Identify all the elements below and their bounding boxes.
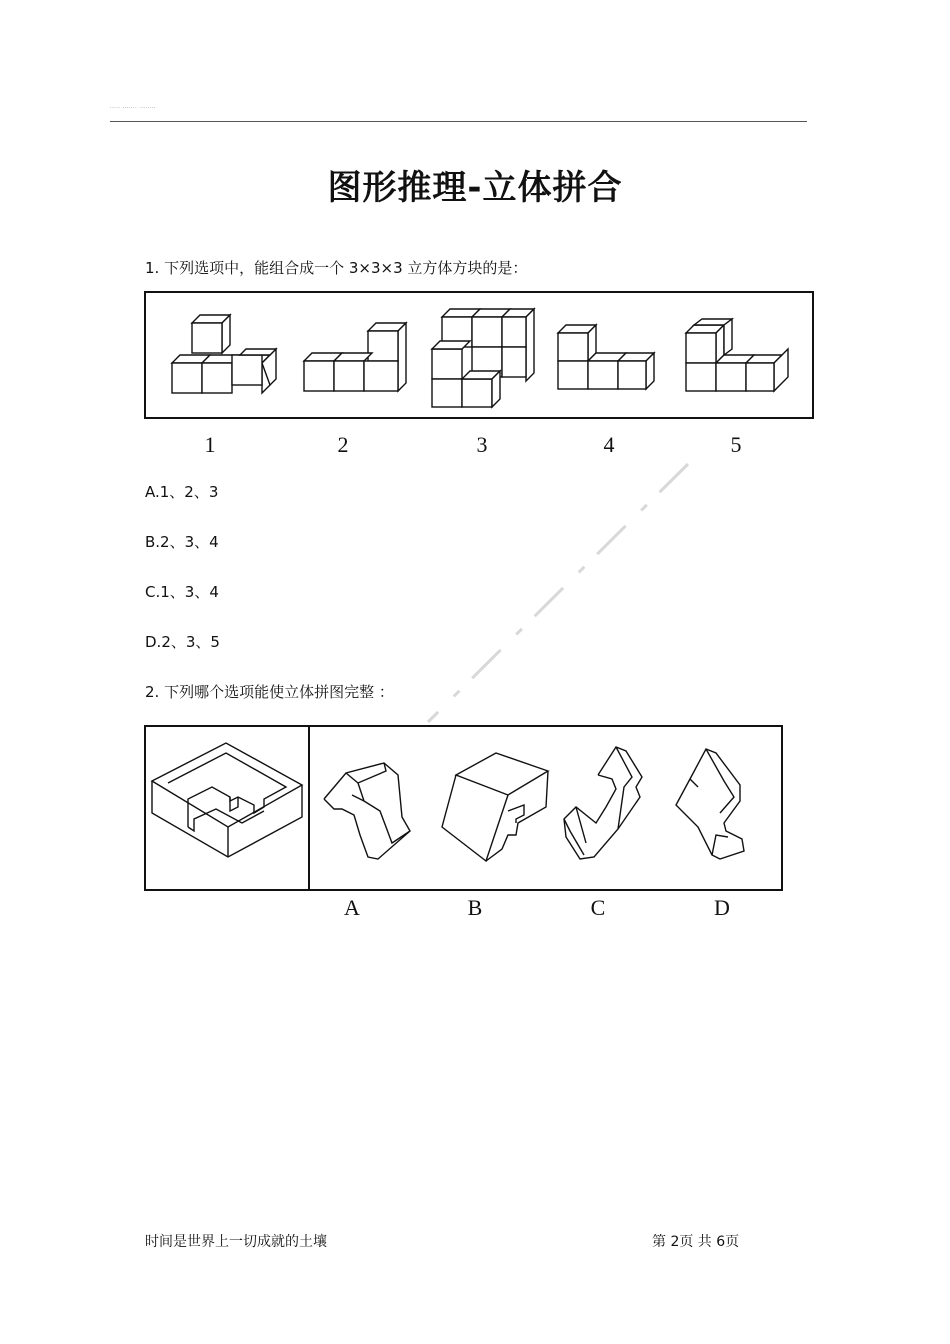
option-c[interactable]: C.1、3、4	[145, 583, 219, 601]
option-a[interactable]: A.1、2、3	[145, 483, 219, 501]
page-title: 图形推理-立体拼合	[327, 168, 623, 208]
header-small-text: ..... ....... ........	[110, 104, 156, 110]
question-2-text: 2. 下列哪个选项能使立体拼图完整 ：	[145, 683, 394, 701]
piece-c	[564, 747, 642, 859]
page-number: 第 2页 共 6页	[652, 1234, 740, 1250]
figure-label-1: 1	[204, 432, 216, 457]
cube-shape-4	[558, 325, 654, 389]
figure-label-5: 5	[730, 432, 742, 457]
figure-label-2: 2	[337, 432, 349, 457]
piece-label-d: D	[714, 895, 730, 920]
figure-label-3: 3	[476, 432, 488, 457]
header-rule	[110, 121, 807, 122]
cube-shape-2	[304, 323, 406, 391]
piece-a	[324, 763, 410, 859]
piece-d	[676, 749, 744, 859]
figure-label-4: 4	[603, 432, 615, 457]
option-b[interactable]: B.2、3、4	[145, 533, 219, 551]
cube-shape-1	[172, 315, 276, 393]
question-2-figure	[144, 725, 783, 891]
footer-quote: 时间是世界上一切成就的土壤	[145, 1234, 327, 1250]
piece-label-a: A	[344, 895, 360, 920]
piece-label-b: B	[467, 895, 483, 920]
question-1-figure	[144, 291, 814, 419]
option-d[interactable]: D.2、3、5	[145, 633, 220, 651]
puzzle-base	[152, 743, 302, 857]
question-1-figure-labels	[144, 432, 814, 462]
cube-shape-5	[686, 319, 788, 391]
question-2-figure-labels	[144, 895, 783, 925]
cube-shape-3	[432, 309, 534, 407]
watermark-streak	[420, 460, 700, 730]
question-1-text: 1. 下列选项中，能组合成一个 3×3×3 立方体方块的是：	[145, 259, 528, 277]
piece-b	[442, 753, 548, 861]
piece-label-c: C	[590, 895, 606, 920]
